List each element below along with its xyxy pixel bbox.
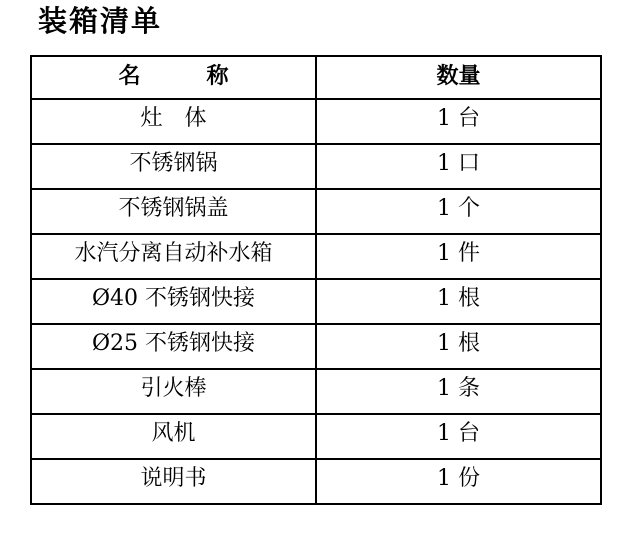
table-row xyxy=(31,459,601,504)
table-row xyxy=(31,234,601,279)
table-body xyxy=(31,99,601,504)
table-row xyxy=(31,414,601,459)
item-name-cell: Ø25 不锈钢快接 xyxy=(31,324,316,369)
table-header-row xyxy=(31,56,601,99)
table-row xyxy=(31,99,601,144)
table-row xyxy=(31,369,601,414)
item-quantity-cell: 1 台 xyxy=(316,414,601,459)
item-quantity-cell: 1 根 xyxy=(316,324,601,369)
header-quantity-cell: 数量 xyxy=(316,56,601,99)
item-quantity-cell: 1 个 xyxy=(316,189,601,234)
packing-list-table xyxy=(30,55,602,505)
table-row xyxy=(31,324,601,369)
item-name-cell: 灶 体 xyxy=(31,99,316,144)
table-row xyxy=(31,144,601,189)
item-name-cell: Ø40 不锈钢快接 xyxy=(31,279,316,324)
item-quantity-cell: 1 件 xyxy=(316,234,601,279)
item-name-cell: 风机 xyxy=(31,414,316,459)
item-quantity-cell: 1 条 xyxy=(316,369,601,414)
item-quantity-cell: 1 份 xyxy=(316,459,601,504)
item-name-cell: 不锈钢锅 xyxy=(31,144,316,189)
table-row xyxy=(31,189,601,234)
item-quantity-cell: 1 口 xyxy=(316,144,601,189)
item-name-cell: 说明书 xyxy=(31,459,316,504)
item-name-cell: 水汽分离自动补水箱 xyxy=(31,234,316,279)
item-name-cell: 引火棒 xyxy=(31,369,316,414)
page-title: 装箱清单 xyxy=(38,4,163,38)
item-quantity-cell: 1 根 xyxy=(316,279,601,324)
header-name-cell: 名 称 xyxy=(31,56,316,99)
table-row xyxy=(31,279,601,324)
item-name-cell: 不锈钢锅盖 xyxy=(31,189,316,234)
item-quantity-cell: 1 台 xyxy=(316,99,601,144)
